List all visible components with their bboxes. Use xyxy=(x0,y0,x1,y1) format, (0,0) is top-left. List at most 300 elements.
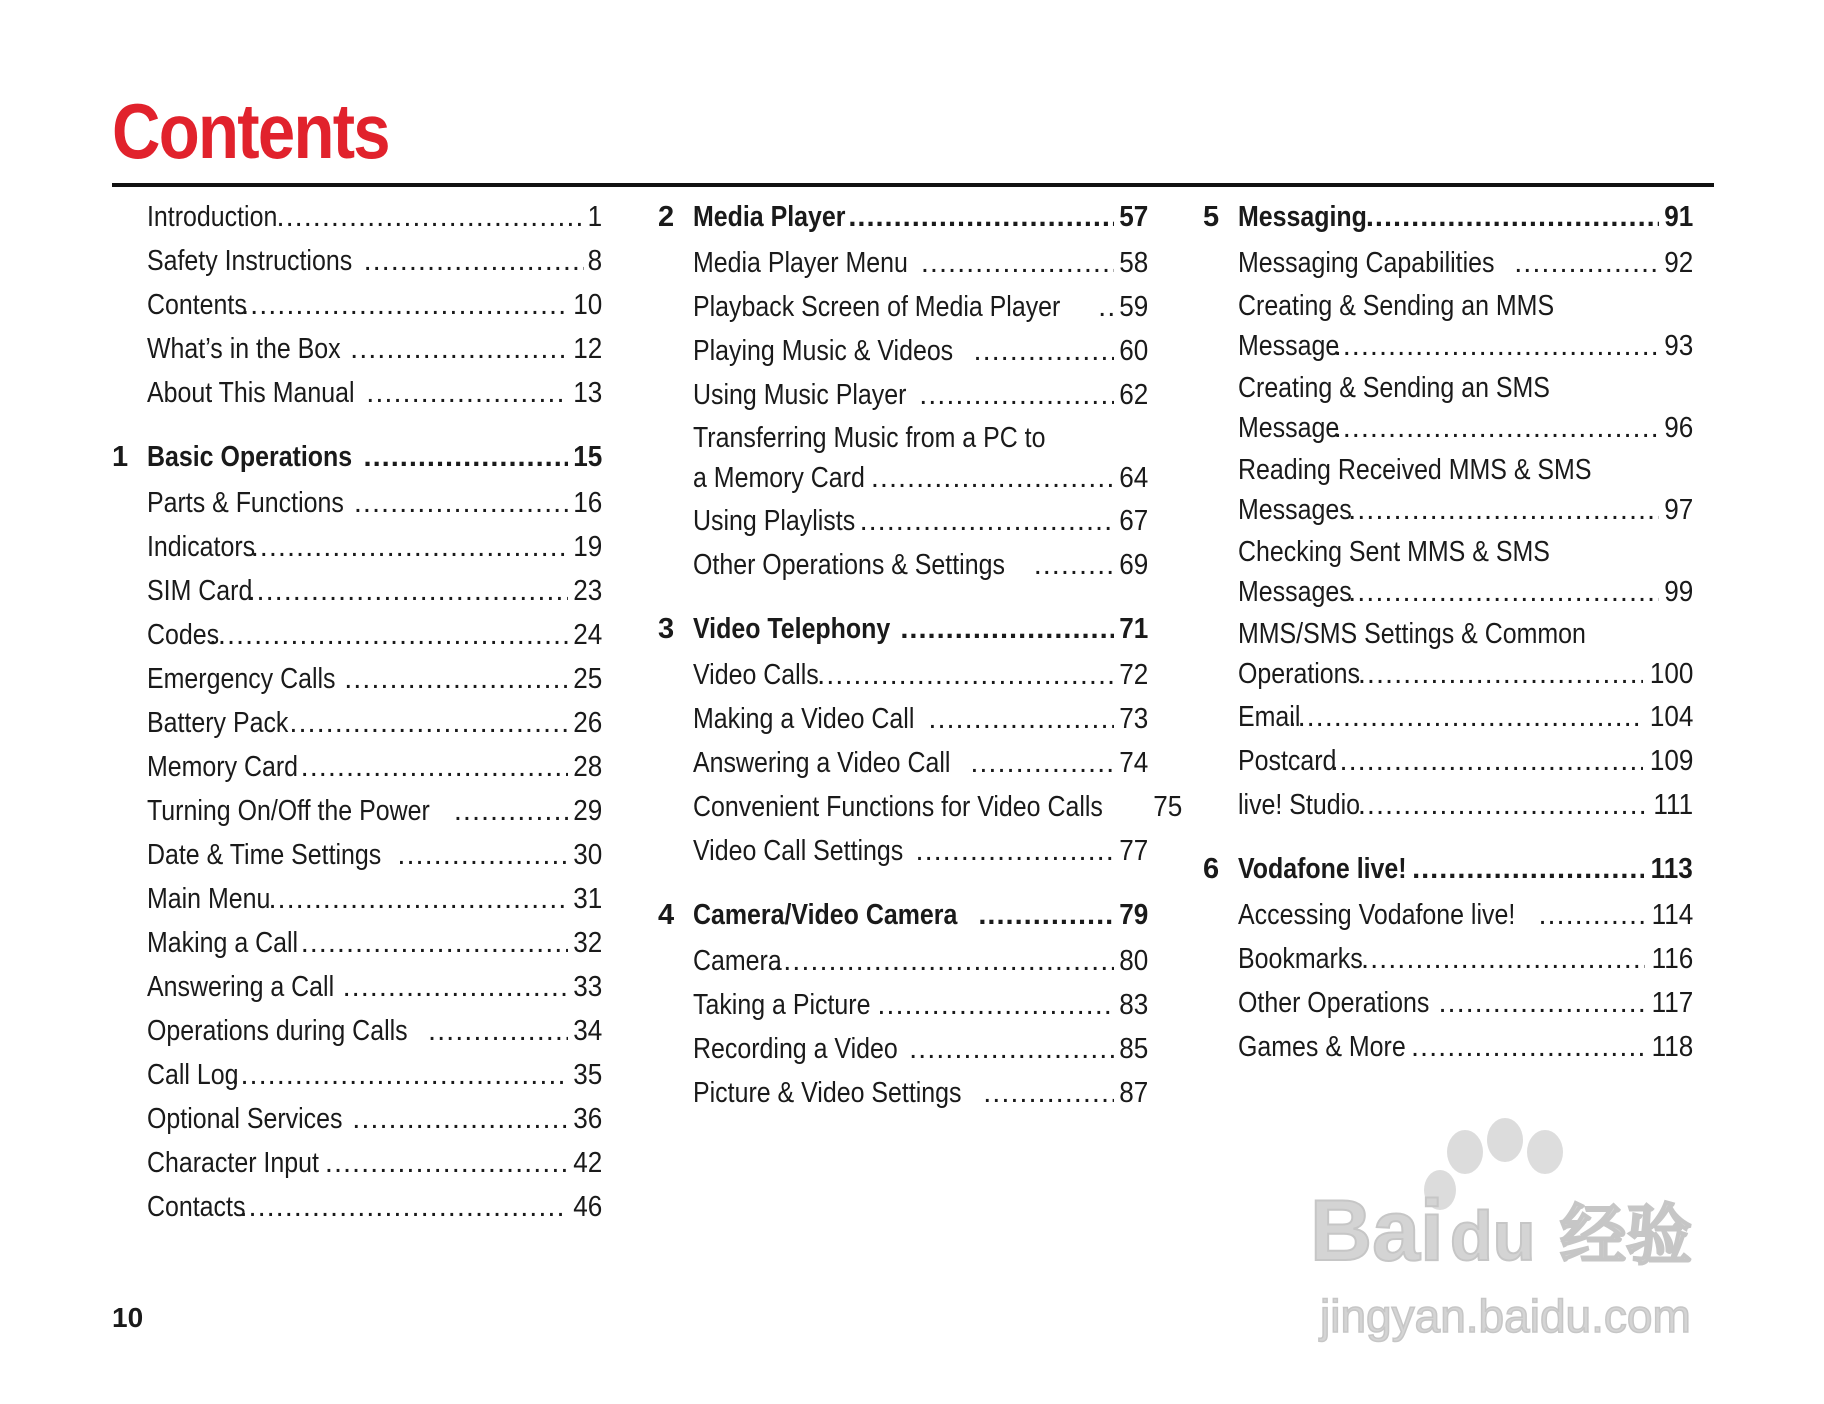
toc-entry-page: 64 xyxy=(1118,462,1148,494)
toc-entry-page: 87 xyxy=(1118,1077,1148,1109)
dot-leader xyxy=(366,372,567,414)
toc-entry-title: Battery Pack xyxy=(147,707,289,739)
toc-row xyxy=(147,196,602,238)
dot-leader xyxy=(350,328,568,370)
dot-leader xyxy=(247,570,567,612)
toc-entry-title: Playing Music & Videos xyxy=(693,335,954,367)
toc-entry-page: 32 xyxy=(572,927,602,959)
toc-entry-title: Recording a Video xyxy=(693,1033,898,1065)
toc-entry-page: 74 xyxy=(1118,747,1148,779)
dot-leader xyxy=(354,482,568,524)
toc-entry[interactable] xyxy=(658,1028,1148,1070)
toc-row xyxy=(147,372,602,414)
dot-leader xyxy=(352,1098,567,1140)
toc-entry-title: Convenient Functions for Video Calls xyxy=(693,791,1103,823)
toc-row xyxy=(147,570,602,612)
toc-entry-page: 46 xyxy=(572,1191,602,1223)
toc-entry[interactable] xyxy=(112,284,602,326)
toc-row xyxy=(147,790,602,832)
toc-row xyxy=(147,1010,602,1052)
toc-entry[interactable] xyxy=(1203,982,1693,1024)
toc-chapter-heading[interactable] xyxy=(1203,848,1693,890)
toc-entry-title: SIM Card xyxy=(147,575,253,607)
toc-entry[interactable] xyxy=(658,654,1148,696)
toc-chapter-heading[interactable] xyxy=(658,894,1148,936)
dot-leader xyxy=(343,966,568,1008)
toc-row xyxy=(1238,938,1693,980)
toc-entry[interactable] xyxy=(112,878,602,920)
dot-leader xyxy=(871,458,1114,498)
chapter-page: 71 xyxy=(1118,613,1148,645)
toc-entry-title: live! Studio xyxy=(1238,789,1360,821)
toc-entry-title: Using Playlists xyxy=(693,505,856,537)
toc-entry[interactable] xyxy=(658,940,1148,982)
toc-row xyxy=(693,500,1148,542)
toc-entry-page: 109 xyxy=(1649,745,1693,777)
toc-entry-page: 23 xyxy=(572,575,602,607)
toc-entry[interactable] xyxy=(112,1098,602,1140)
dot-leader xyxy=(1361,938,1645,980)
toc-entry-title: a Memory Card xyxy=(693,462,865,494)
toc-entry-title-line1: Transferring Music from a PC to xyxy=(693,422,1046,454)
toc-entry[interactable] xyxy=(112,746,602,788)
toc-row xyxy=(693,330,1148,372)
dot-leader xyxy=(251,526,568,568)
dot-leader xyxy=(454,790,568,832)
toc-row xyxy=(147,284,602,326)
toc-row xyxy=(1238,696,1693,738)
toc-entry[interactable] xyxy=(112,658,602,700)
toc-entry-title: Call Log xyxy=(147,1059,239,1091)
toc-entry-title: Memory Card xyxy=(147,751,299,783)
toc-entry[interactable] xyxy=(112,1142,602,1184)
toc-entry-page: 104 xyxy=(1649,701,1693,733)
toc-entry[interactable] xyxy=(1203,532,1693,612)
toc-entry-page: 58 xyxy=(1118,247,1148,279)
title-rule xyxy=(112,183,1714,187)
toc-row xyxy=(1238,982,1693,1024)
dot-leader xyxy=(900,608,1113,650)
toc-entry-page: 30 xyxy=(572,839,602,871)
toc-entry-page: 19 xyxy=(572,531,602,563)
toc-entry[interactable] xyxy=(1203,938,1693,980)
toc-entry[interactable] xyxy=(112,1054,602,1096)
dot-leader xyxy=(970,742,1113,784)
chapter-title: Video Telephony xyxy=(693,613,891,645)
dot-leader xyxy=(289,702,567,744)
dot-leader xyxy=(268,878,567,920)
dot-leader xyxy=(860,500,1114,542)
dot-leader xyxy=(1358,654,1643,694)
toc-entry-title: Messages xyxy=(1238,494,1352,526)
toc-entry[interactable] xyxy=(112,328,602,370)
toc-row xyxy=(693,654,1148,696)
toc-entry[interactable] xyxy=(658,786,1182,828)
toc-row xyxy=(693,374,1148,416)
toc-entry[interactable] xyxy=(658,830,1148,872)
chapter-number: 6 xyxy=(1203,853,1220,885)
toc-entry-title: Video Call Settings xyxy=(693,835,904,867)
toc-entry-title: Answering a Call xyxy=(147,971,335,1003)
toc-row xyxy=(1238,490,1693,530)
toc-chapter-heading[interactable] xyxy=(1203,196,1693,238)
dot-leader xyxy=(1334,326,1659,366)
toc-entry-title: Main Menu xyxy=(147,883,271,915)
toc-entry-title-line1: Reading Received MMS & SMS xyxy=(1238,454,1592,486)
toc-entry-title: Operations xyxy=(1238,658,1360,690)
toc-entry-title: Other Operations xyxy=(1238,987,1430,1019)
dot-leader xyxy=(1289,696,1643,738)
dot-leader xyxy=(364,240,584,282)
toc-entry[interactable] xyxy=(1203,894,1693,936)
dot-leader xyxy=(877,984,1113,1026)
chapter-title: Basic Operations xyxy=(147,441,353,473)
toc-entry-title-line1: Checking Sent MMS & SMS xyxy=(1238,536,1550,568)
toc-row xyxy=(147,702,602,744)
toc-entry[interactable] xyxy=(112,196,602,238)
toc-entry-title: Taking a Picture xyxy=(693,989,871,1021)
dot-leader xyxy=(1411,1026,1645,1068)
chapter-title: Messaging xyxy=(1238,201,1367,233)
chapter-page: 57 xyxy=(1118,201,1148,233)
toc-row xyxy=(693,894,1148,936)
chapter-number: 4 xyxy=(658,899,675,931)
dot-leader xyxy=(1348,572,1659,612)
toc-chapter-heading[interactable] xyxy=(658,608,1148,650)
toc-entry-title: Accessing Vodafone live! xyxy=(1238,899,1516,931)
toc-row xyxy=(693,698,1148,740)
dot-leader xyxy=(344,658,568,700)
toc-entry-title: Date & Time Settings xyxy=(147,839,382,871)
dot-leader xyxy=(1412,848,1644,890)
toc-entry-page: 116 xyxy=(1651,943,1693,975)
dot-leader xyxy=(1348,490,1659,530)
toc-entry[interactable] xyxy=(112,614,602,656)
dot-leader xyxy=(301,746,568,788)
toc-entry[interactable] xyxy=(1203,614,1693,694)
toc-entry-title: Character Input xyxy=(147,1147,319,1179)
toc-row xyxy=(1238,326,1693,366)
toc-entry[interactable] xyxy=(112,372,602,414)
toc-entry-title: What’s in the Box xyxy=(147,333,341,365)
toc-entry-page: 93 xyxy=(1663,330,1693,362)
dot-leader xyxy=(231,1054,567,1096)
toc-entry-page: 83 xyxy=(1118,989,1148,1021)
toc-entry-title: Video Calls xyxy=(693,659,819,691)
toc-row xyxy=(147,1142,602,1184)
toc-entry[interactable] xyxy=(1203,450,1693,530)
toc-entry-title-line1: Creating & Sending an MMS xyxy=(1238,290,1555,322)
toc-entry-title: Media Player Menu xyxy=(693,247,908,279)
toc-entry[interactable] xyxy=(1203,1026,1693,1068)
toc-row xyxy=(693,984,1148,1026)
toc-section xyxy=(1203,848,1693,1068)
toc-entry-page: 59 xyxy=(1118,291,1148,323)
chapter-title: Vodafone live! xyxy=(1238,853,1407,885)
toc-entry-page: 13 xyxy=(572,377,602,409)
toc-entry-page: 25 xyxy=(572,663,602,695)
toc-section xyxy=(658,608,1182,872)
dot-leader xyxy=(1438,982,1644,1024)
toc-entry[interactable] xyxy=(112,482,602,524)
toc-entry-title: Camera xyxy=(693,945,782,977)
toc-entry-title: Bookmarks xyxy=(1238,943,1363,975)
chapter-number: 3 xyxy=(658,613,675,645)
toc-entry-page: 28 xyxy=(572,751,602,783)
toc-row xyxy=(147,746,602,788)
toc-row xyxy=(693,196,1148,238)
dot-leader xyxy=(978,894,1113,936)
toc-entry-page: 10 xyxy=(572,289,602,321)
toc-entry[interactable] xyxy=(1203,696,1693,738)
dot-leader xyxy=(277,196,584,238)
toc-section xyxy=(1203,196,1693,826)
dot-leader xyxy=(848,196,1113,238)
toc-entry-page: 12 xyxy=(572,333,602,365)
chapter-number: 2 xyxy=(658,201,675,233)
toc-row xyxy=(693,608,1148,650)
toc-entry[interactable] xyxy=(658,286,1148,328)
toc-entry-page: 118 xyxy=(1651,1031,1693,1063)
toc-entry-page: 114 xyxy=(1651,899,1693,931)
dot-leader xyxy=(921,242,1114,284)
dot-leader xyxy=(397,834,567,876)
toc-row xyxy=(1238,408,1693,448)
toc-entry-title: Optional Services xyxy=(147,1103,343,1135)
toc-row xyxy=(147,1186,602,1228)
toc-row xyxy=(693,1072,1148,1114)
chapter-page: 113 xyxy=(1650,853,1693,885)
dot-leader xyxy=(916,830,1114,872)
toc-entry-page: 24 xyxy=(572,619,602,651)
toc-row xyxy=(147,658,602,700)
chapter-number: 1 xyxy=(112,441,129,473)
chapter-page: 91 xyxy=(1663,201,1693,233)
toc-entry-page: 60 xyxy=(1118,335,1148,367)
baidu-watermark-logo xyxy=(1300,1110,1720,1350)
toc-section xyxy=(112,196,602,414)
dot-leader xyxy=(919,374,1114,416)
toc-entry[interactable] xyxy=(1203,286,1693,366)
toc-entry-page: 26 xyxy=(572,707,602,739)
toc-row xyxy=(1238,242,1693,284)
toc-entry-page: 35 xyxy=(572,1059,602,1091)
toc-entry-page: 80 xyxy=(1118,945,1148,977)
toc-entry-page: 42 xyxy=(572,1147,602,1179)
toc-entry-title: Parts & Functions xyxy=(147,487,344,519)
dot-leader xyxy=(909,1028,1114,1070)
toc-entry[interactable] xyxy=(658,500,1148,542)
toc-entry-title: Games & More xyxy=(1238,1031,1406,1063)
toc-entry-title-line1: MMS/SMS Settings & Common xyxy=(1238,618,1586,650)
toc-row xyxy=(1238,848,1693,890)
toc-entry-page: 67 xyxy=(1118,505,1148,537)
dot-leader xyxy=(928,698,1113,740)
toc-row xyxy=(1238,196,1693,238)
toc-entry[interactable] xyxy=(1203,368,1693,448)
toc-row xyxy=(693,544,1148,586)
dot-leader xyxy=(1330,740,1642,782)
dot-leader xyxy=(1366,196,1659,238)
toc-row xyxy=(693,242,1148,284)
toc-entry-page: 29 xyxy=(572,795,602,827)
toc-row xyxy=(693,742,1148,784)
watermark-brand: Bai xyxy=(1310,1183,1444,1279)
toc-entry[interactable] xyxy=(658,418,1148,498)
toc-section xyxy=(112,436,602,1228)
toc-row xyxy=(147,1098,602,1140)
toc-entry[interactable] xyxy=(112,834,602,876)
toc-row xyxy=(147,614,602,656)
toc-entry[interactable] xyxy=(658,374,1148,416)
toc-entry[interactable] xyxy=(112,922,602,964)
toc-entry-page: 96 xyxy=(1663,412,1693,444)
toc-entry-page: 73 xyxy=(1118,703,1148,735)
dot-leader xyxy=(1034,544,1114,586)
toc-row xyxy=(693,286,1148,328)
toc-entry-page: 69 xyxy=(1118,549,1148,581)
toc-entry[interactable] xyxy=(658,330,1148,372)
toc-entry[interactable] xyxy=(112,1186,602,1228)
toc-section xyxy=(658,894,1148,1114)
toc-row xyxy=(693,458,1148,498)
dot-leader xyxy=(774,940,1114,982)
toc-row xyxy=(147,966,602,1008)
toc-row xyxy=(693,786,1182,828)
toc-row xyxy=(1238,572,1693,612)
dot-leader xyxy=(1538,894,1644,936)
toc-row xyxy=(1238,740,1693,782)
toc-entry-title: Picture & Video Settings xyxy=(693,1077,962,1109)
toc-entry[interactable] xyxy=(658,242,1148,284)
toc-entry-title: Message xyxy=(1238,330,1340,362)
toc-entry[interactable] xyxy=(112,790,602,832)
chapter-title: Camera/Video Camera xyxy=(693,899,958,931)
toc-entry-title-line1: Creating & Sending an SMS xyxy=(1238,372,1550,404)
dot-leader xyxy=(1334,408,1659,448)
toc-entry-page: 97 xyxy=(1663,494,1693,526)
toc-row xyxy=(693,1028,1148,1070)
toc-entry-title: Contacts xyxy=(147,1191,246,1223)
toc-row xyxy=(1238,1026,1693,1068)
toc-entry-page: 36 xyxy=(572,1103,602,1135)
toc-entry-page: 72 xyxy=(1118,659,1148,691)
toc-entry-title: Using Music Player xyxy=(693,379,907,411)
toc-entry[interactable] xyxy=(112,526,602,568)
toc-entry-page: 31 xyxy=(572,883,602,915)
dot-leader xyxy=(1514,242,1659,284)
toc-entry[interactable] xyxy=(658,742,1148,784)
toc-entry[interactable] xyxy=(658,698,1148,740)
toc-entry-page: 62 xyxy=(1118,379,1148,411)
toc-entry-title: Answering a Video Call xyxy=(693,747,951,779)
toc-entry-title: Safety Instructions xyxy=(147,245,353,277)
dot-leader xyxy=(1098,286,1114,328)
dot-leader xyxy=(428,1010,568,1052)
chapter-page: 15 xyxy=(572,441,602,473)
toc-chapter-heading[interactable] xyxy=(658,196,1148,238)
toc-entry-title: Codes xyxy=(147,619,220,651)
toc-entry[interactable] xyxy=(658,1072,1148,1114)
toc-entry[interactable] xyxy=(112,702,602,744)
toc-entry-title: Postcard xyxy=(1238,745,1337,777)
toc-entry-title: Making a Video Call xyxy=(693,703,915,735)
chapter-page: 79 xyxy=(1118,899,1148,931)
toc-entry-page: 99 xyxy=(1663,576,1693,608)
chapter-title: Media Player xyxy=(693,201,846,233)
dot-leader xyxy=(241,284,568,326)
toc-row xyxy=(147,878,602,920)
toc-entry-title: Indicators xyxy=(147,531,256,563)
watermark-cjk: 经验 xyxy=(1560,1197,1692,1274)
toc-entry-title: Turning On/Off the Power xyxy=(147,795,430,827)
toc-row xyxy=(147,1054,602,1096)
toc-row xyxy=(147,526,602,568)
toc-row xyxy=(147,240,602,282)
toc-row xyxy=(147,328,602,370)
toc-row xyxy=(147,922,602,964)
toc-row xyxy=(1238,784,1693,826)
toc-entry[interactable] xyxy=(112,570,602,612)
toc-entry-page: 77 xyxy=(1118,835,1148,867)
toc-entry[interactable] xyxy=(1203,784,1693,826)
toc-column-1 xyxy=(112,196,602,1230)
toc-row xyxy=(147,436,602,478)
page-number: 10 xyxy=(112,1302,144,1333)
toc-row xyxy=(693,940,1148,982)
toc-entry-page: 33 xyxy=(572,971,602,1003)
watermark-url: jingyan.baidu.com xyxy=(1320,1290,1691,1342)
toc-column-2 xyxy=(658,196,1182,1116)
toc-entry[interactable] xyxy=(658,984,1148,1026)
toc-entry-page: 8 xyxy=(587,245,602,277)
dot-leader xyxy=(817,654,1114,696)
toc-entry[interactable] xyxy=(112,966,602,1008)
dot-leader xyxy=(364,436,568,478)
dot-leader xyxy=(325,1142,568,1184)
dot-leader xyxy=(239,1186,567,1228)
toc-entry-title: Operations during Calls xyxy=(147,1015,408,1047)
toc-entry-page: 34 xyxy=(572,1015,602,1047)
dot-leader xyxy=(974,330,1114,372)
toc-entry-title: Other Operations & Settings xyxy=(693,549,1005,581)
toc-entry-title: Making a Call xyxy=(147,927,299,959)
dot-leader xyxy=(301,922,568,964)
page-title: Contents xyxy=(112,87,389,175)
toc-entry-page: 75 xyxy=(1152,791,1182,823)
toc-column-3 xyxy=(1203,196,1693,1070)
toc-entry-title: Introduction xyxy=(147,201,278,233)
toc-entry-title: Contents xyxy=(147,289,247,321)
toc-entry-page: 100 xyxy=(1649,658,1693,690)
toc-entry[interactable] xyxy=(1203,242,1693,284)
toc-entry-title: Message xyxy=(1238,412,1340,444)
toc-chapter-heading[interactable] xyxy=(112,436,602,478)
toc-row xyxy=(147,834,602,876)
toc-row xyxy=(147,482,602,524)
toc-entry[interactable] xyxy=(112,240,602,282)
toc-entry-title: Email xyxy=(1238,701,1301,733)
toc-entry-page: 85 xyxy=(1118,1033,1148,1065)
toc-entry[interactable] xyxy=(1203,740,1693,782)
dot-leader xyxy=(983,1072,1114,1114)
toc-entry[interactable] xyxy=(112,1010,602,1052)
toc-entry-page: 16 xyxy=(572,487,602,519)
toc-entry-page: 92 xyxy=(1663,247,1693,279)
toc-section xyxy=(658,196,1148,586)
toc-entry-page: 117 xyxy=(1651,987,1693,1019)
toc-entry[interactable] xyxy=(658,544,1148,586)
